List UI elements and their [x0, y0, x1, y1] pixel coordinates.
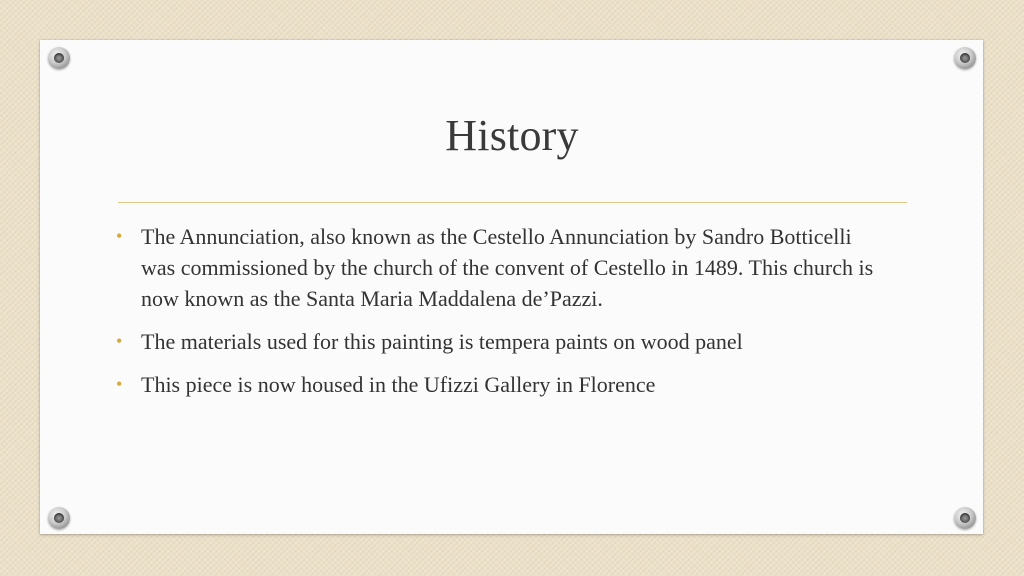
bullet-dot-icon: •: [116, 331, 123, 351]
grommet-top-left-icon: [48, 47, 70, 69]
bullet-dot-icon: •: [116, 374, 123, 394]
title-divider: [118, 202, 907, 203]
bullet-dot-icon: •: [116, 226, 123, 246]
grommet-bottom-left-icon: [48, 507, 70, 529]
bullet-item: [116, 369, 886, 400]
grommet-top-right-icon: [954, 47, 976, 69]
grommet-bottom-right-icon: [954, 507, 976, 529]
bullet-text: The materials used for this painting is tempera paints on wood panel: [141, 329, 743, 354]
bullet-text: This piece is now housed in the Ufizzi Gallery in Florence: [141, 372, 656, 397]
bullet-list: [116, 221, 886, 412]
bullet-item: [116, 326, 886, 357]
bullet-text: The Annunciation, also known as the Cestello Annunciation by Sandro Botticelli was commissioned by the church of the convent of Cestello in 1489. This church is now known as the Santa Maria Maddalena de’Pazzi.: [141, 224, 874, 311]
slide-title: History: [445, 111, 579, 160]
bullet-item: [116, 221, 886, 314]
